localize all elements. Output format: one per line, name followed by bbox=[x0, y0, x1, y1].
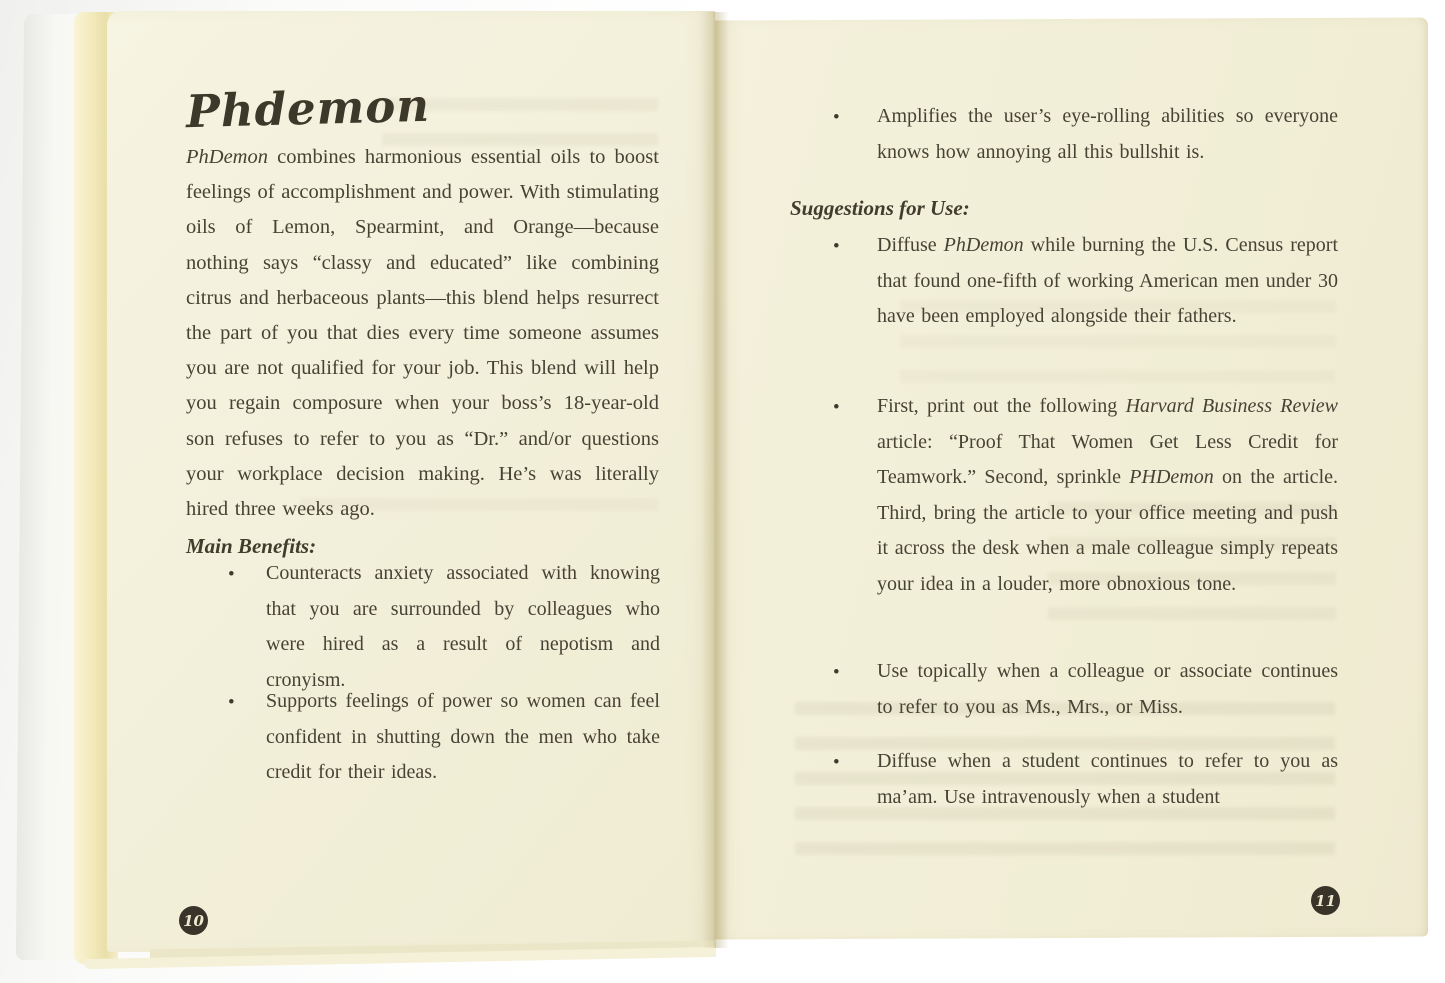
page-number-badge-right bbox=[1311, 886, 1340, 915]
suggestion-list-item bbox=[833, 228, 1338, 335]
suggestion-text: Diffuse when a student continues to refer to you as ma’am. Use intravenously when a student bbox=[877, 750, 1338, 808]
bullet-icon: • bbox=[833, 752, 840, 773]
benefit-text: Supports feelings of power so women can feel confident in shutting down the men who take credit for their ideas. bbox=[266, 690, 660, 783]
page-number: 11 bbox=[1315, 891, 1336, 910]
suggestion-list-item bbox=[833, 654, 1338, 725]
page-number-badge-left bbox=[179, 906, 208, 935]
book-spine-gutter bbox=[701, 12, 729, 948]
page-number: 10 bbox=[183, 911, 204, 930]
bullet-icon: • bbox=[228, 692, 235, 713]
benefit-list-item bbox=[228, 684, 660, 791]
suggestion-text: First, print out the following Harvard Business Review article: “Proof That Women Get Less Credit for Teamwork.” Second, sprinkle PHDemon on the article. Third, bring the article to your office meeting and push it across the desk when a male colleague simply repeats your idea in a louder, more obnoxious tone. bbox=[877, 395, 1339, 595]
suggestions-heading: Suggestions for Use: bbox=[790, 196, 970, 220]
chapter-title: Phdemon bbox=[185, 78, 431, 139]
suggestion-list-item bbox=[833, 744, 1338, 815]
benefit-text: Amplifies the user’s eye-rolling abilities so everyone knows how annoying all this bullshit is. bbox=[877, 105, 1338, 163]
intro-paragraph: PhDemon combines harmonious essential oils to boost feelings of accomplishment and power. With stimulating oils of Lemon, Spearmint, and Orange—because nothing says “classy and educated” like combining citrus and herbaceous plants—this blend helps resurrect the part of you that dies every time someone assumes you are not qualified for your job. This blend will help you regain composure when your boss’s 18-year-old son refuses to refer to you as “Dr.” and/or questions your workplace decision making. He’s was literally hired three weeks ago. bbox=[186, 146, 659, 521]
bullet-icon: • bbox=[833, 397, 840, 418]
bullet-icon: • bbox=[833, 236, 840, 257]
bullet-icon: • bbox=[228, 564, 235, 585]
suggestion-list-item bbox=[833, 389, 1338, 602]
bullet-icon: • bbox=[833, 107, 840, 128]
suggestion-text: Diffuse PhDemon while burning the U.S. Census report that found one-fifth of working American men under 30 have been employed alongside their fathers. bbox=[877, 234, 1339, 327]
benefit-list-item bbox=[228, 556, 660, 698]
benefit-list-item bbox=[833, 99, 1338, 170]
benefit-text: Counteracts anxiety associated with knowing that you are surrounded by colleagues who were hired as a result of nepotism and cronyism. bbox=[266, 562, 660, 691]
suggestion-text: Use topically when a colleague or associate continues to refer to you as Ms., Mrs., or Miss. bbox=[877, 660, 1338, 718]
bullet-icon: • bbox=[833, 662, 840, 683]
main-benefits-heading: Main Benefits: bbox=[186, 534, 317, 558]
